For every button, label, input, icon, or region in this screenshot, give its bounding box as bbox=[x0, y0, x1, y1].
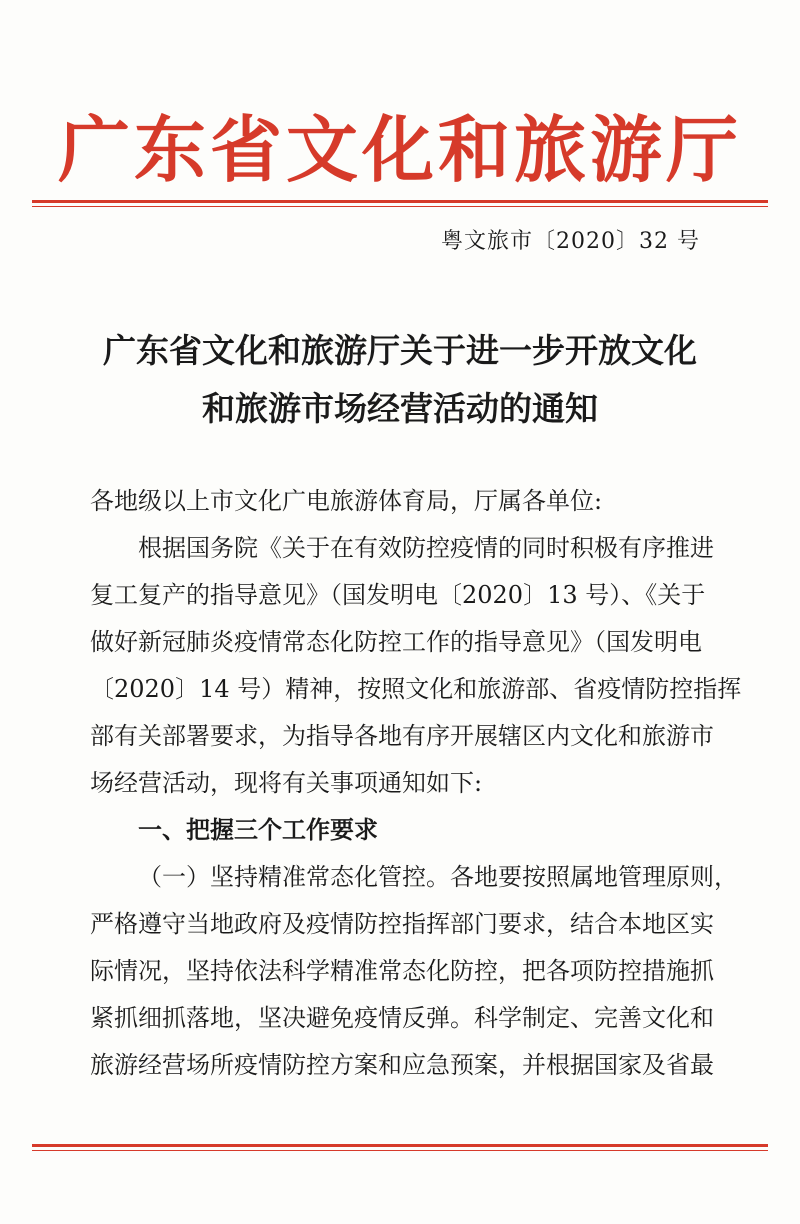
paragraph-2 bbox=[90, 854, 738, 1089]
paragraph-line: 〔2020〕14 号）精神，按照文化和旅游部、省疫情防控指挥 bbox=[90, 675, 742, 703]
paragraph-1 bbox=[90, 525, 742, 807]
notice-title bbox=[60, 322, 740, 438]
paragraph-line: 做好新冠肺炎疫情常态化防控工作的指导意见》（国发明电 bbox=[90, 628, 702, 656]
paragraph-line: 场经营活动，现将有关事项通知如下: bbox=[90, 769, 483, 797]
letterhead-title: 广东省文化和旅游厅 bbox=[57, 107, 742, 192]
paragraph-line: 复工复产的指导意见》（国发明电〔2020〕13 号）、《关于 bbox=[90, 581, 706, 609]
rule-thin-line bbox=[32, 206, 768, 207]
paragraph-line: 严格遵守当地政府及疫情防控指挥部门要求，结合本地区实 bbox=[90, 910, 714, 938]
notice-title-line-1: 广东省文化和旅游厅关于进一步开放文化 bbox=[103, 331, 697, 370]
rule-thin-line bbox=[32, 1150, 768, 1151]
document-body bbox=[90, 478, 742, 1089]
section-heading: 一、把握三个工作要求 bbox=[138, 816, 378, 844]
paragraph-line: 根据国务院《关于在有效防控疫情的同时积极有序推进 bbox=[138, 534, 714, 562]
rule-thick-line bbox=[32, 1144, 768, 1147]
salutation: 各地级以上市文化广电旅游体育局，厅属各单位: bbox=[90, 487, 603, 515]
footer-red-rule bbox=[32, 1144, 768, 1151]
document-number: 粤文旅市〔2020〕32 号 bbox=[441, 229, 700, 254]
paragraph-line: 际情况，坚持依法科学精准常态化防控，把各项防控措施抓 bbox=[90, 957, 714, 985]
paragraph-line: 部有关部署要求，为指导各地有序开展辖区内文化和旅游市 bbox=[90, 722, 714, 750]
rule-thick-line bbox=[32, 200, 768, 203]
letterhead-red-rule bbox=[32, 200, 768, 207]
notice-title-line-2: 和旅游市场经营活动的通知 bbox=[202, 389, 598, 428]
paragraph-line: 旅游经营场所疫情防控方案和应急预案，并根据国家及省最 bbox=[90, 1051, 714, 1079]
paragraph-line: 紧抓细抓落地，坚决避免疫情反弹。科学制定、完善文化和 bbox=[90, 1004, 714, 1032]
paragraph-line: （一）坚持精准常态化管控。各地要按照属地管理原则， bbox=[138, 863, 738, 891]
